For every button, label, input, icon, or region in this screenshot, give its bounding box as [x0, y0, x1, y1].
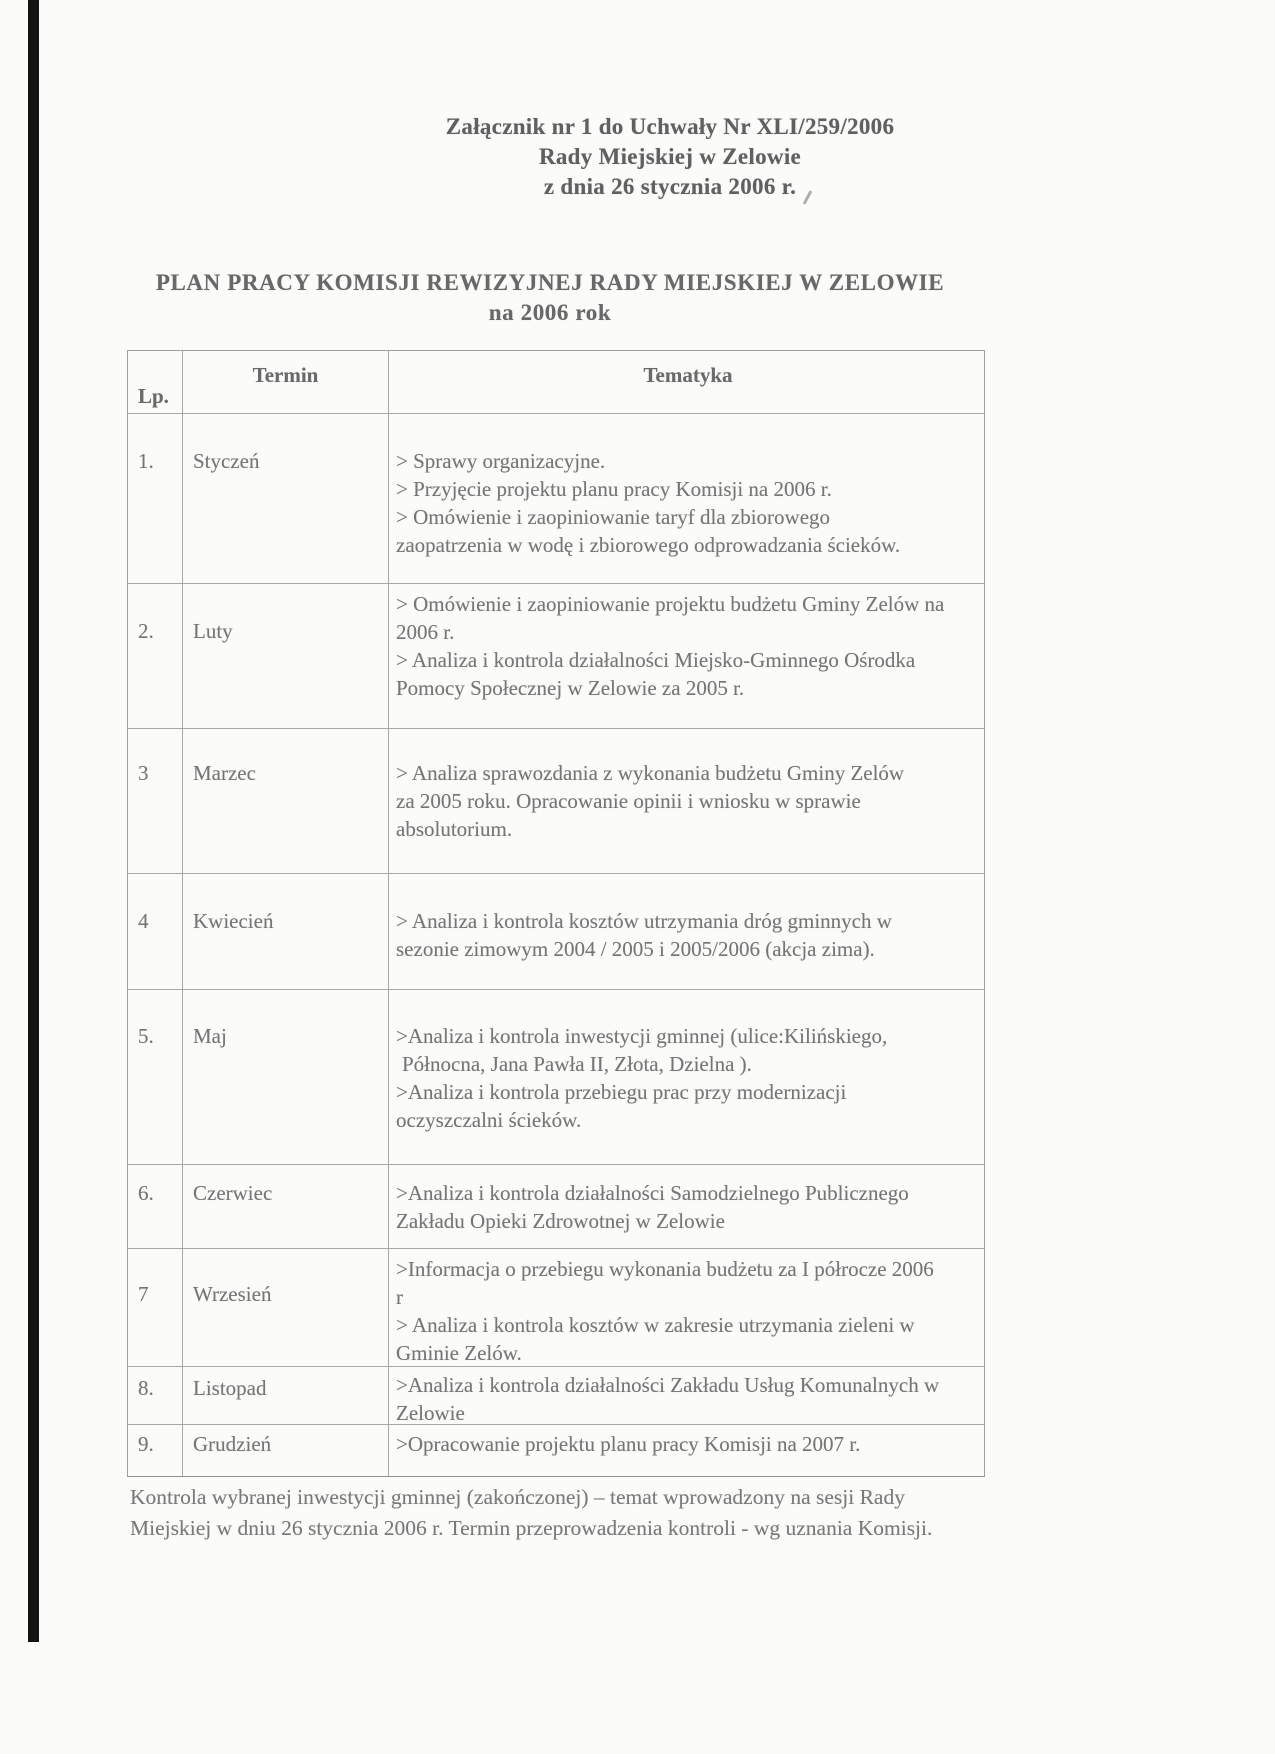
row-lp: 9. — [128, 1425, 183, 1476]
row-lp: 8. — [128, 1367, 183, 1424]
page-title — [100, 268, 1000, 328]
topic-line: >Analiza i kontrola działalności Samodzielnego Publicznego — [396, 1181, 909, 1205]
topic-line: za 2005 roku. Opracowanie opinii i wniosku w sprawie — [396, 789, 861, 813]
topic-line: r — [396, 1285, 403, 1309]
table-row — [128, 728, 984, 873]
topic-line: >Analiza i kontrola działalności Zakładu Usług Komunalnych w — [396, 1373, 940, 1397]
topic-line: Pomocy Społecznej w Zelowie za 2005 r. — [396, 676, 745, 700]
row-tematyka — [389, 414, 984, 583]
work-plan-table — [127, 350, 985, 1477]
topic-line: absolutorium. — [396, 817, 513, 841]
topic-line: > Analiza i kontrola działalności Miejsko-Gminnego Ośrodka — [396, 648, 916, 672]
topic-line: >Analiza i kontrola inwestycji gminnej (ulice:Kilińskiego, — [396, 1024, 888, 1048]
table-row — [128, 873, 984, 989]
topic-line: Gminie Zelów. — [396, 1341, 522, 1365]
row-tematyka — [389, 874, 984, 989]
row-tematyka — [389, 584, 984, 728]
column-header-termin: Termin — [183, 351, 389, 413]
table-row — [128, 1248, 984, 1366]
row-lp: 5. — [128, 990, 183, 1164]
row-lp: 6. — [128, 1165, 183, 1248]
topic-line: > Omówienie i zaopiniowanie projektu budżetu Gminy Zelów na — [396, 592, 945, 616]
footnote-line1: Kontrola wybranej inwestycji gminnej (zakończonej) – temat wprowadzony na sesji Rady — [130, 1485, 905, 1509]
row-lp: 3 — [128, 729, 183, 873]
row-lp: 1. — [128, 414, 183, 583]
row-termin: Wrzesień — [183, 1249, 389, 1366]
row-termin: Marzec — [183, 729, 389, 873]
topic-line: 2006 r. — [396, 620, 455, 644]
topic-line: > Analiza sprawozdania z wykonania budżetu Gminy Zelów — [396, 761, 905, 785]
topic-line: > Analiza i kontrola kosztów utrzymania dróg gminnych w — [396, 909, 892, 933]
table-row — [128, 1424, 984, 1476]
row-lp: 2. — [128, 584, 183, 728]
footnote — [130, 1482, 1010, 1544]
topic-line: > Analiza i kontrola kosztów w zakresie utrzymania zieleni w — [396, 1313, 915, 1337]
attachment-header-line1: Załącznik nr 1 do Uchwały Nr XLI/259/2006 — [445, 114, 895, 139]
table-row — [128, 989, 984, 1164]
topic-line: zaopatrzenia w wodę i zbiorowego odprowadzania ścieków. — [396, 533, 901, 557]
topic-line: > Sprawy organizacyjne. — [396, 449, 606, 473]
row-tematyka — [389, 990, 984, 1164]
row-tematyka — [389, 1165, 984, 1248]
topic-line: sezonie zimowym 2004 / 2005 i 2005/2006 (akcja zima). — [396, 937, 875, 961]
row-tematyka — [389, 729, 984, 873]
row-termin: Czerwiec — [183, 1165, 389, 1248]
column-header-lp: Lp. — [128, 351, 183, 413]
attachment-header — [330, 112, 1010, 202]
topic-line: >Informacja o przebiegu wykonania budżetu za I półrocze 2006 — [396, 1257, 934, 1281]
table-row — [128, 583, 984, 728]
table-row — [128, 413, 984, 583]
row-lp: 4 — [128, 874, 183, 989]
table-header-row — [128, 351, 984, 413]
footnote-line2: Miejskiej w dniu 26 stycznia 2006 r. Termin przeprowadzenia kontroli - wg uznania Komisji. — [130, 1516, 933, 1540]
row-tematyka — [389, 1367, 984, 1424]
topic-line: Zakładu Opieki Zdrowotnej w Zelowie — [396, 1209, 725, 1233]
row-termin: Kwiecień — [183, 874, 389, 989]
row-termin: Maj — [183, 990, 389, 1164]
scan-edge-artifact — [28, 0, 39, 1642]
row-termin: Listopad — [183, 1367, 389, 1424]
table-row — [128, 1366, 984, 1424]
table-row — [128, 1164, 984, 1248]
page-title-line1: PLAN PRACY KOMISJI REWIZYJNEJ RADY MIEJSKIEJ W ZELOWIE — [155, 270, 945, 295]
row-termin: Grudzień — [183, 1425, 389, 1476]
row-termin: Styczeń — [183, 414, 389, 583]
row-tematyka — [389, 1249, 984, 1366]
topic-line: oczyszczalni ścieków. — [396, 1108, 582, 1132]
topic-line: >Analiza i kontrola przebiegu prac przy modernizacji — [396, 1080, 847, 1104]
column-header-tematyka: Tematyka — [643, 363, 733, 387]
topic-line: Północna, Jana Pawła II, Złota, Dzielna ). — [402, 1052, 752, 1076]
row-tematyka — [389, 1425, 984, 1476]
topic-line: Zelowie — [396, 1401, 465, 1425]
topic-line: > Przyjęcie projektu planu pracy Komisji na 2006 r. — [396, 477, 832, 501]
page-title-line2: na 2006 rok — [488, 300, 612, 325]
topic-line: >Opracowanie projektu planu pracy Komisji na 2007 r. — [396, 1432, 861, 1456]
attachment-header-line3: z dnia 26 stycznia 2006 r. — [543, 174, 797, 199]
topic-line: > Omówienie i zaopiniowanie taryf dla zbiorowego — [396, 505, 831, 529]
row-termin: Luty — [183, 584, 389, 728]
row-lp: 7 — [128, 1249, 183, 1366]
attachment-header-line2: Rady Miejskiej w Zelowie — [538, 144, 802, 169]
